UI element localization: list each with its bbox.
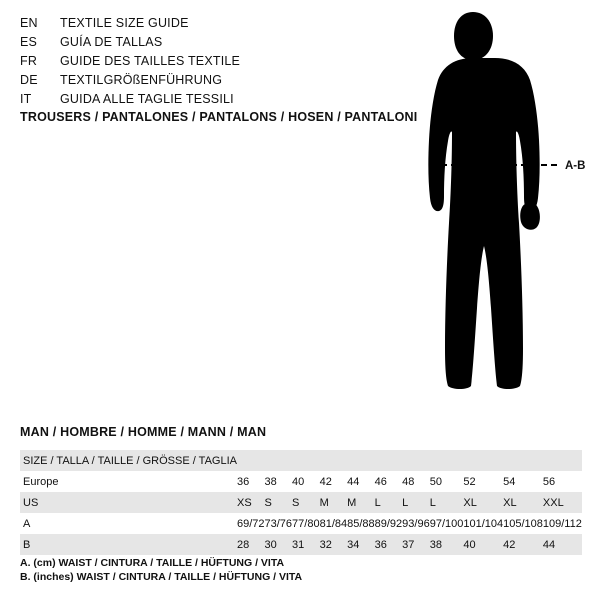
row-cell: 36 (374, 538, 387, 551)
figure-illustration (405, 8, 595, 408)
row-cell: 97/100 (429, 517, 464, 530)
language-row (20, 52, 420, 71)
row-cell: XL (463, 496, 477, 509)
man-silhouette-icon (405, 8, 595, 408)
row-cell: 36 (236, 475, 250, 488)
row-cell (463, 450, 503, 471)
row-cell: 32 (319, 538, 332, 551)
table-row (20, 471, 582, 492)
row-cell (503, 450, 543, 471)
language-row (20, 14, 420, 33)
table-row (20, 450, 582, 471)
language-code: DE (20, 73, 38, 87)
row-cell: 37 (402, 538, 415, 551)
language-text: TEXTILE SIZE GUIDE (60, 16, 189, 30)
row-cell: 38 (264, 475, 277, 488)
row-cell: L (374, 496, 381, 509)
row-cell: 48 (402, 475, 415, 488)
row-cell: 42 (319, 475, 332, 488)
row-cell: 69/72 (236, 517, 265, 530)
row-cell (320, 450, 348, 471)
language-code: EN (20, 16, 38, 30)
row-cell: 50 (429, 475, 442, 488)
row-cell: 38 (429, 538, 442, 551)
row-cell: 85/88 (347, 517, 375, 530)
row-cell: 34 (347, 538, 360, 551)
row-cell (265, 450, 293, 471)
row-cell: M (319, 496, 329, 509)
row-label: US (23, 496, 39, 509)
table-row (20, 534, 582, 555)
row-cell: 101/104 (463, 517, 504, 530)
row-cell: S (292, 496, 300, 509)
row-cell (347, 450, 375, 471)
row-cell: 73/76 (264, 517, 293, 530)
row-cell (375, 450, 403, 471)
row-cell: 109/112 (542, 517, 582, 530)
row-cell: 46 (374, 475, 387, 488)
language-text: GUIDE DES TAILLES TEXTILE (60, 54, 241, 68)
row-cell: 42 (503, 538, 516, 551)
table-group-title: MAN / HOMBRE / HOMME / MANN / MAN (20, 425, 267, 439)
row-cell: 89/92 (374, 517, 403, 530)
size-table (20, 450, 582, 555)
row-cell: 44 (347, 475, 360, 488)
row-cell: XXL (542, 496, 564, 509)
table-row (20, 492, 582, 513)
row-cell: L (429, 496, 436, 509)
footnote-a: A. (cm) WAIST / CINTURA / TAILLE / HÜFTUNG / VITA (20, 557, 285, 569)
language-row (20, 33, 420, 52)
row-cell: 44 (542, 538, 556, 551)
footnotes (20, 556, 302, 584)
row-label: SIZE / TALLA / TAILLE / GRÖSSE / TAGLIA (23, 454, 237, 467)
row-cell: 31 (292, 538, 305, 551)
row-cell: 105/108 (503, 517, 543, 530)
measurement-label-ab: A-B (565, 160, 586, 172)
row-cell: S (264, 496, 272, 509)
row-cell (402, 450, 430, 471)
row-cell: M (347, 496, 357, 509)
row-cell: L (402, 496, 409, 509)
language-row (20, 71, 420, 90)
language-text: TEXTILGRÖßENFÜHRUNG (60, 73, 223, 87)
language-row (20, 90, 420, 109)
language-text: GUÍA DE TALLAS (60, 35, 163, 49)
row-cell: 54 (503, 475, 516, 488)
row-cell: 77/80 (292, 517, 320, 530)
row-cell (292, 450, 320, 471)
row-cell: 30 (264, 538, 277, 551)
row-cell: 40 (463, 538, 476, 551)
row-cell: 81/84 (319, 517, 348, 530)
row-cell: 28 (236, 538, 250, 551)
row-label: Europe (23, 475, 59, 488)
row-cell: XL (503, 496, 517, 509)
language-list (20, 14, 420, 109)
row-cell: 56 (542, 475, 556, 488)
row-cell: 52 (463, 475, 476, 488)
row-cell (543, 450, 582, 471)
footnote-b: B. (inches) WAIST / CINTURA / TAILLE / HÜFTUNG / VITA (20, 571, 303, 583)
row-cell: 40 (292, 475, 305, 488)
row-label: A (23, 517, 31, 530)
row-cell (430, 450, 464, 471)
language-text: GUIDA ALLE TAGLIE TESSILI (60, 92, 234, 106)
row-cell (237, 450, 265, 471)
row-label: B (23, 538, 31, 551)
language-code: FR (20, 54, 38, 68)
row-cell: 93/96 (402, 517, 430, 530)
table-row (20, 513, 582, 534)
section-title: TROUSERS / PANTALONES / PANTALONS / HOSEN / PANTALONI (20, 110, 418, 124)
language-code: ES (20, 35, 38, 49)
row-cell: XS (236, 496, 252, 509)
language-code: IT (20, 92, 32, 106)
